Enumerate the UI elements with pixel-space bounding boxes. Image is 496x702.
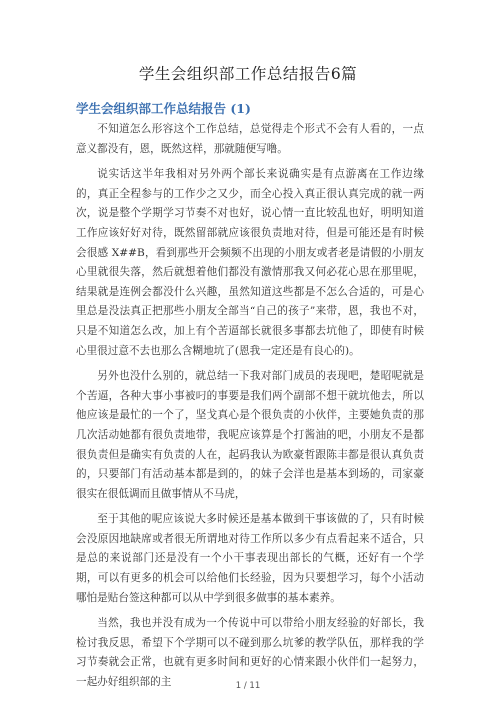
paragraph: 当然，我也并没有成为一个传说中可以带给小朋友经验的好部长，我检讨我反思，希望下个学期可以不碰到那么坑爹的教学队伍，那样我的学习节奏就会正常，也就有更多时间和更好的心情来跟小伙伴们一起努力，一起办好组织部的主 xyxy=(76,617,424,689)
paragraph: 另外也没什么别的，就总结一下我对部门成员的表现吧，楚昭呢就是个苦逼，各种大事小事被叼的事要是我们两个副部不想干就坑他去，所以他应该是最忙的一个了，坚戈真心是个很负责的小伙伴，主要她负责的那几次活动她都有很负责地带，我呢应该算是个打酱油的吧，小朋友不是都很负责但是确实有负责的人在，起码我认为欧豪哲跟陈丰都是很认真负责的，只要部门有活动基本都是到的，的妹子会洋也是基本到场的，司家豪很实在很低调而且做事情从不马虎， xyxy=(76,370,424,500)
paragraph: 至于其他的呢应该说大多时候还是基本做到干事该做的了，只有时候会没原因地缺席或者很无所谓地对待工作所以多少有点看起来不适合，只是总的来说部门还是没有一个小干事表现出部长的气概，还好有一个学期，可以有更多的机会可以给他们长经验，因为只要想学习，每个小活动哪怕是贴台签这种都可以从中学到很多做事的基本素养。 xyxy=(76,513,424,604)
section-heading: 学生会组织部工作总结报告 (1) xyxy=(76,101,251,116)
paragraph: 说实话这半年我相对另外两个部长来说确实是有点游离在工作边缘的，真正全程参与的工作少之又少，而全心投入真正很认真完成的就一两次，说是整个学期学习节奏不对也好，说心情一直比较乱也好，明明知道工作应该好好对待，既然留部就应该很负责地对待，但是可能还是有时候会很感 X##B，看到那些开会频频不出现的小朋友或者老是请假的小朋友心里就很失落，然后就想着他们都没有激情那我又何必花心思在那里呢，结果就是连例会都没什么兴趣，虽然知道这些都是不怎么合适的，可是心里总是没法真正把那些小朋友全部当“自己的孩子”来带，恩，我也不对，只是不知道怎么改，加上有个苦逼部长就很多事都去坑他了，即使有时候心里很过意不去也那么含糊地坑了(恩我一定还是有良心的)。 xyxy=(76,168,424,357)
document-body xyxy=(76,120,424,699)
document-title: 学生会组织部工作总结报告6篇 xyxy=(138,65,358,83)
page-number: 1 / 11 xyxy=(235,681,261,691)
paragraph: 不知道怎么形容这个工作总结，总觉得走个形式不会有人看的，一点意义都没有，恩，既然这样，那就随便写噜。 xyxy=(76,123,424,155)
